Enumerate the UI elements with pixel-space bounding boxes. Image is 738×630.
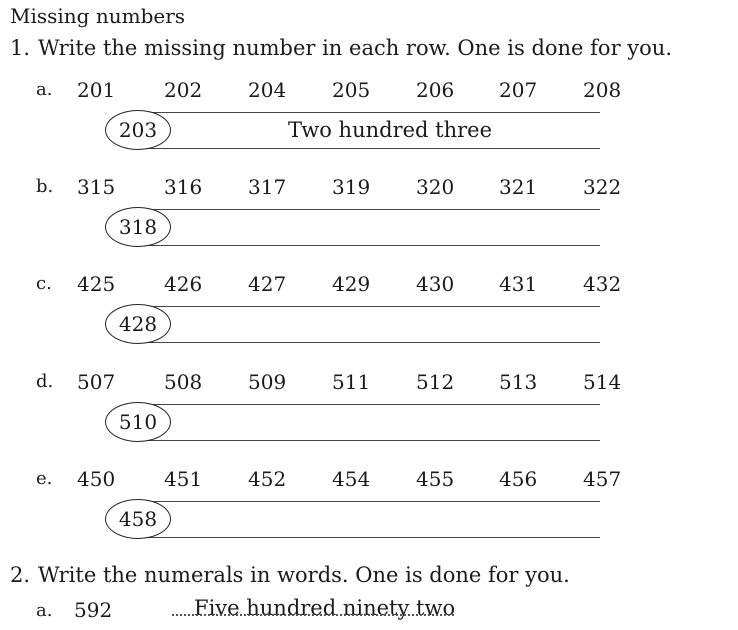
q2-item-label: a. bbox=[36, 600, 53, 621]
sequence-number: 320 bbox=[416, 175, 455, 199]
worksheet-title: Missing numbers bbox=[10, 4, 186, 28]
sequence-number: 514 bbox=[583, 370, 622, 394]
sequence-number: 202 bbox=[164, 78, 203, 102]
q2-item-numeral: 592 bbox=[74, 598, 113, 622]
sequence-number: 430 bbox=[416, 272, 455, 296]
answer-line-bottom bbox=[140, 342, 600, 343]
sequence-number: 455 bbox=[416, 467, 455, 491]
sequence-number: 315 bbox=[77, 175, 116, 199]
sequence-number: 429 bbox=[332, 272, 371, 296]
sequence-number: 507 bbox=[77, 370, 116, 394]
sequence-number: 207 bbox=[499, 78, 538, 102]
question-1-instruction: Write the missing number in each row. One is done for you. bbox=[38, 36, 672, 60]
answer-line-top bbox=[140, 112, 600, 113]
sequence-number: 454 bbox=[332, 467, 371, 491]
missing-number-oval: 203 bbox=[105, 110, 171, 150]
answer-line-bottom bbox=[140, 245, 600, 246]
sequence-number: 512 bbox=[416, 370, 455, 394]
sequence-number: 457 bbox=[583, 467, 622, 491]
sequence-number: 201 bbox=[77, 78, 116, 102]
q2-answer-dotted-line bbox=[172, 614, 454, 616]
sequence-number: 204 bbox=[248, 78, 287, 102]
q2-item-words[interactable]: Five hundred ninety two bbox=[194, 596, 456, 620]
sequence-number: 508 bbox=[164, 370, 203, 394]
sequence-number: 509 bbox=[248, 370, 287, 394]
sequence-number: 452 bbox=[248, 467, 287, 491]
sequence-number: 321 bbox=[499, 175, 538, 199]
answer-line-bottom bbox=[140, 537, 600, 538]
answer-line-bottom bbox=[140, 440, 600, 441]
row-label: e. bbox=[36, 468, 53, 489]
sequence-number: 425 bbox=[77, 272, 116, 296]
answer-words-field[interactable]: Two hundred three bbox=[288, 118, 493, 142]
sequence-number: 432 bbox=[583, 272, 622, 296]
row-label: c. bbox=[36, 273, 52, 294]
answer-line-top bbox=[140, 306, 600, 307]
answer-line-bottom bbox=[140, 148, 600, 149]
sequence-number: 450 bbox=[77, 467, 116, 491]
sequence-number: 456 bbox=[499, 467, 538, 491]
missing-number-oval: 510 bbox=[105, 402, 171, 442]
sequence-number: 206 bbox=[416, 78, 455, 102]
answer-line-top bbox=[140, 501, 600, 502]
missing-number-oval: 458 bbox=[105, 499, 171, 539]
row-label: a. bbox=[36, 79, 53, 100]
sequence-number: 205 bbox=[332, 78, 371, 102]
missing-number-oval: 428 bbox=[105, 304, 171, 344]
answer-line-top bbox=[140, 404, 600, 405]
question-2-instruction: Write the numerals in words. One is done for you. bbox=[38, 563, 570, 587]
sequence-number: 426 bbox=[164, 272, 203, 296]
sequence-number: 322 bbox=[583, 175, 622, 199]
sequence-number: 317 bbox=[248, 175, 287, 199]
sequence-number: 316 bbox=[164, 175, 203, 199]
sequence-number: 511 bbox=[332, 370, 371, 394]
sequence-number: 451 bbox=[164, 467, 203, 491]
missing-number-oval: 318 bbox=[105, 207, 171, 247]
answer-line-top bbox=[140, 209, 600, 210]
sequence-number: 431 bbox=[499, 272, 538, 296]
question-1-number: 1. bbox=[10, 36, 31, 60]
sequence-number: 319 bbox=[332, 175, 371, 199]
sequence-number: 513 bbox=[499, 370, 538, 394]
question-2-number: 2. bbox=[10, 563, 31, 587]
sequence-number: 208 bbox=[583, 78, 622, 102]
sequence-number: 427 bbox=[248, 272, 287, 296]
row-label: b. bbox=[36, 176, 54, 197]
row-label: d. bbox=[36, 371, 54, 392]
